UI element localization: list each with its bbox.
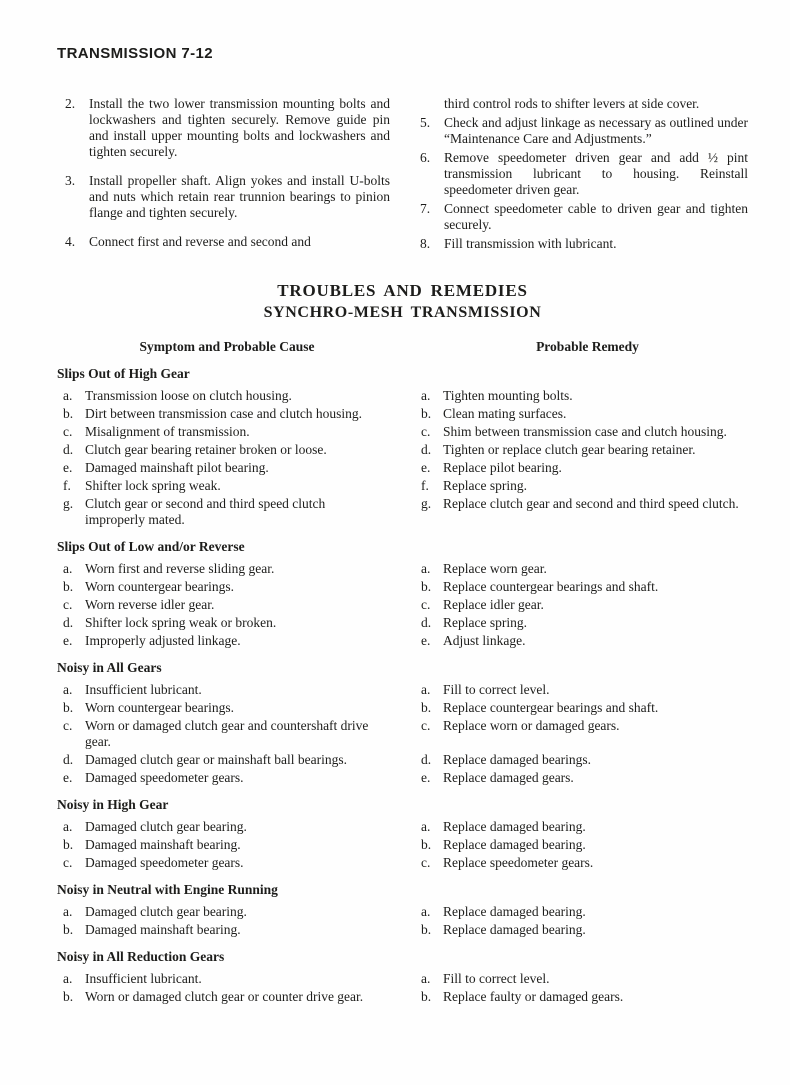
remedy-text: Replace spring. bbox=[443, 615, 527, 630]
cause-cell bbox=[63, 424, 385, 440]
remedy-letter: e. bbox=[421, 460, 431, 475]
remedy-letter: e. bbox=[421, 633, 431, 648]
cause-letter: a. bbox=[63, 682, 73, 697]
cause-text: Damaged clutch gear bearing. bbox=[85, 904, 247, 919]
step-number: 8. bbox=[420, 236, 431, 251]
remedy-cell bbox=[421, 770, 748, 786]
procedure-step bbox=[65, 234, 390, 250]
remedy-letter: a. bbox=[421, 971, 431, 986]
remedy-cell bbox=[421, 682, 748, 698]
section-title: TROUBLES AND REMEDIES bbox=[277, 281, 528, 300]
cause-cell bbox=[63, 478, 385, 494]
cause-letter: g. bbox=[63, 496, 74, 511]
remedy-letter: b. bbox=[421, 700, 432, 715]
trouble-rows bbox=[63, 904, 748, 938]
step-text: Fill transmission with lubricant. bbox=[444, 236, 617, 251]
remedy-letter: c. bbox=[421, 424, 431, 439]
remedy-cell bbox=[421, 700, 748, 716]
remedy-letter: c. bbox=[421, 718, 431, 733]
remedy-letter: b. bbox=[421, 837, 432, 852]
trouble-section-heading: Slips Out of Low and/or Reverse bbox=[57, 539, 245, 554]
cause-letter: c. bbox=[63, 855, 73, 870]
trouble-section bbox=[57, 949, 748, 1005]
remedy-cell bbox=[421, 442, 748, 458]
cause-letter: b. bbox=[63, 922, 74, 937]
remedy-letter: b. bbox=[421, 406, 432, 421]
procedure-steps bbox=[65, 96, 748, 263]
remedy-letter: a. bbox=[421, 388, 431, 403]
remedy-cell bbox=[421, 819, 748, 835]
table-column-headers bbox=[63, 339, 748, 355]
trouble-section-heading: Noisy in Neutral with Engine Running bbox=[57, 882, 278, 897]
cause-letter: b. bbox=[63, 837, 74, 852]
trouble-rows bbox=[63, 561, 748, 649]
cause-cell bbox=[63, 752, 385, 768]
cause-cell bbox=[63, 615, 385, 631]
cause-text: Shifter lock spring weak. bbox=[85, 478, 221, 493]
remedy-cell bbox=[421, 989, 748, 1005]
cause-cell bbox=[63, 579, 385, 595]
remedy-text: Shim between transmission case and clutch housing. bbox=[443, 424, 727, 439]
running-header bbox=[57, 46, 748, 62]
cause-text: Damaged clutch gear bearing. bbox=[85, 819, 247, 834]
trouble-section bbox=[57, 882, 748, 938]
cause-text: Shifter lock spring weak or broken. bbox=[85, 615, 277, 630]
cause-letter: c. bbox=[63, 424, 73, 439]
cause-text: Clutch gear bearing retainer broken or loose. bbox=[85, 442, 327, 457]
remedy-text: Replace damaged bearing. bbox=[443, 837, 586, 852]
cause-cell bbox=[63, 561, 385, 577]
remedy-text: Replace worn gear. bbox=[443, 561, 547, 576]
remedy-cell bbox=[421, 406, 748, 422]
cause-text: Damaged mainshaft bearing. bbox=[85, 922, 241, 937]
remedy-letter: b. bbox=[421, 989, 432, 1004]
remedy-text: Replace damaged bearing. bbox=[443, 819, 586, 834]
remedy-cell bbox=[421, 496, 748, 528]
cause-text: Improperly adjusted linkage. bbox=[85, 633, 241, 648]
procedure-right-column bbox=[420, 96, 748, 263]
cause-cell bbox=[63, 922, 385, 938]
remedy-text: Replace speedometer gears. bbox=[443, 855, 594, 870]
cause-text: Dirt between transmission case and clutch housing. bbox=[85, 406, 363, 421]
trouble-section bbox=[57, 660, 748, 786]
remedy-cell bbox=[421, 718, 748, 750]
step-number bbox=[420, 96, 444, 112]
cause-text: Damaged mainshaft bearing. bbox=[85, 837, 241, 852]
cause-cell bbox=[63, 904, 385, 920]
remedy-text: Replace countergear bearings and shaft. bbox=[443, 579, 659, 594]
procedure-step bbox=[420, 150, 748, 198]
remedy-text: Clean mating surfaces. bbox=[443, 406, 567, 421]
remedy-cell bbox=[421, 579, 748, 595]
cause-letter: d. bbox=[63, 615, 74, 630]
procedure-step bbox=[420, 96, 748, 112]
cause-cell bbox=[63, 855, 385, 871]
column-header-cause: Symptom and Probable Cause bbox=[139, 339, 315, 354]
cause-letter: c. bbox=[63, 597, 73, 612]
remedy-cell bbox=[421, 478, 748, 494]
procedure-step bbox=[420, 201, 748, 233]
cause-cell bbox=[63, 406, 385, 422]
cause-letter: a. bbox=[63, 971, 73, 986]
trouble-section bbox=[57, 797, 748, 871]
remedy-cell bbox=[421, 460, 748, 476]
step-text: third control rods to shifter levers at side cover. bbox=[444, 96, 700, 111]
remedy-cell bbox=[421, 922, 748, 938]
cause-cell bbox=[63, 682, 385, 698]
cause-letter: b. bbox=[63, 989, 74, 1004]
remedy-cell bbox=[421, 971, 748, 987]
remedy-cell bbox=[421, 424, 748, 440]
remedy-cell bbox=[421, 561, 748, 577]
step-number: 5. bbox=[420, 115, 431, 130]
cause-letter: a. bbox=[63, 561, 73, 576]
remedy-cell bbox=[421, 388, 748, 404]
cause-letter: b. bbox=[63, 700, 74, 715]
procedure-step bbox=[420, 115, 748, 147]
cause-text: Insufficient lubricant. bbox=[85, 682, 202, 697]
remedy-cell bbox=[421, 837, 748, 853]
cause-text: Damaged speedometer gears. bbox=[85, 855, 244, 870]
trouble-rows bbox=[63, 971, 748, 1005]
remedy-cell bbox=[421, 855, 748, 871]
step-text: Connect speedometer cable to driven gear and tighten securely. bbox=[444, 201, 748, 232]
remedy-text: Tighten mounting bolts. bbox=[443, 388, 573, 403]
cause-letter: a. bbox=[63, 904, 73, 919]
procedure-step bbox=[420, 236, 748, 252]
remedy-text: Replace countergear bearings and shaft. bbox=[443, 700, 659, 715]
step-number: 3. bbox=[65, 173, 76, 188]
cause-letter: a. bbox=[63, 819, 73, 834]
cause-text: Clutch gear or second and third speed clutch improperly mated. bbox=[85, 496, 326, 527]
cause-text: Worn or damaged clutch gear or counter drive gear. bbox=[85, 989, 364, 1004]
remedy-letter: d. bbox=[421, 442, 432, 457]
cause-text: Worn reverse idler gear. bbox=[85, 597, 215, 612]
cause-text: Misalignment of transmission. bbox=[85, 424, 250, 439]
cause-text: Worn countergear bearings. bbox=[85, 579, 234, 594]
cause-text: Damaged mainshaft pilot bearing. bbox=[85, 460, 269, 475]
cause-cell bbox=[63, 442, 385, 458]
cause-letter: e. bbox=[63, 633, 73, 648]
page-title: TRANSMISSION 7-12 bbox=[57, 45, 213, 62]
cause-letter: e. bbox=[63, 460, 73, 475]
cause-cell bbox=[63, 700, 385, 716]
trouble-section-heading: Noisy in All Gears bbox=[57, 660, 162, 675]
step-text: Remove speedometer driven gear and add ½ pint transmission lubricant to housing. Reinstall speedometer driven gear. bbox=[444, 150, 748, 197]
remedy-text: Replace spring. bbox=[443, 478, 527, 493]
remedy-text: Replace idler gear. bbox=[443, 597, 544, 612]
remedy-letter: b. bbox=[421, 922, 432, 937]
cause-cell bbox=[63, 770, 385, 786]
step-text: Connect first and reverse and second and bbox=[89, 234, 311, 249]
cause-text: Damaged clutch gear or mainshaft ball bearings. bbox=[85, 752, 348, 767]
step-number: 4. bbox=[65, 234, 76, 249]
step-text: Install the two lower transmission mounting bolts and lockwashers and tighten securely. Remove guide pin and install upper mounting bolts and lockwashers and tighten securely. bbox=[89, 96, 390, 159]
cause-cell bbox=[63, 633, 385, 649]
remedy-text: Fill to correct level. bbox=[443, 682, 550, 697]
remedy-text: Replace damaged bearing. bbox=[443, 922, 586, 937]
cause-cell bbox=[63, 989, 385, 1005]
trouble-section bbox=[57, 539, 748, 649]
remedy-text: Replace pilot bearing. bbox=[443, 460, 562, 475]
trouble-rows bbox=[63, 819, 748, 871]
remedy-text: Replace damaged gears. bbox=[443, 770, 574, 785]
remedy-text: Adjust linkage. bbox=[443, 633, 526, 648]
procedure-step bbox=[65, 96, 390, 160]
step-number: 2. bbox=[65, 96, 76, 111]
cause-cell bbox=[63, 971, 385, 987]
trouble-section-heading: Slips Out of High Gear bbox=[57, 366, 190, 381]
remedy-letter: c. bbox=[421, 855, 431, 870]
remedy-text: Fill to correct level. bbox=[443, 971, 550, 986]
remedy-text: Replace clutch gear and second and third speed clutch. bbox=[443, 496, 739, 511]
cause-text: Insufficient lubricant. bbox=[85, 971, 202, 986]
step-text: Install propeller shaft. Align yokes and install U-bolts and nuts which retain rear trunnion bearings to pinion flange and tighten securely. bbox=[89, 173, 390, 220]
cause-text: Worn countergear bearings. bbox=[85, 700, 234, 715]
remedy-cell bbox=[421, 904, 748, 920]
cause-letter: b. bbox=[63, 579, 74, 594]
trouble-rows bbox=[63, 682, 748, 786]
step-number: 6. bbox=[420, 150, 431, 165]
cause-letter: c. bbox=[63, 718, 73, 733]
remedy-text: Replace faulty or damaged gears. bbox=[443, 989, 624, 1004]
remedy-letter: g. bbox=[421, 496, 432, 511]
procedure-left-column bbox=[65, 96, 390, 263]
cause-letter: d. bbox=[63, 752, 74, 767]
cause-text: Worn first and reverse sliding gear. bbox=[85, 561, 275, 576]
remedy-letter: f. bbox=[421, 478, 429, 493]
step-number: 7. bbox=[420, 201, 431, 216]
cause-text: Worn or damaged clutch gear and countershaft drive gear. bbox=[85, 718, 369, 749]
remedy-letter: a. bbox=[421, 819, 431, 834]
remedy-text: Replace damaged bearing. bbox=[443, 904, 586, 919]
remedy-cell bbox=[421, 633, 748, 649]
remedy-letter: a. bbox=[421, 561, 431, 576]
remedy-letter: a. bbox=[421, 682, 431, 697]
cause-letter: f. bbox=[63, 478, 71, 493]
trouble-section bbox=[57, 366, 748, 528]
cause-cell bbox=[63, 388, 385, 404]
cause-cell bbox=[63, 837, 385, 853]
remedy-text: Replace worn or damaged gears. bbox=[443, 718, 620, 733]
remedy-letter: d. bbox=[421, 615, 432, 630]
remedy-letter: e. bbox=[421, 770, 431, 785]
procedure-step bbox=[65, 173, 390, 221]
remedy-cell bbox=[421, 615, 748, 631]
remedy-letter: d. bbox=[421, 752, 432, 767]
remedy-cell bbox=[421, 752, 748, 768]
remedy-letter: b. bbox=[421, 579, 432, 594]
step-text: Check and adjust linkage as necessary as outlined under “Maintenance Care and Adjustments.” bbox=[444, 115, 748, 146]
cause-cell bbox=[63, 819, 385, 835]
remedy-cell bbox=[421, 597, 748, 613]
cause-cell bbox=[63, 496, 385, 528]
cause-letter: e. bbox=[63, 770, 73, 785]
cause-text: Transmission loose on clutch housing. bbox=[85, 388, 292, 403]
column-header-remedy: Probable Remedy bbox=[536, 339, 639, 354]
cause-letter: d. bbox=[63, 442, 74, 457]
cause-letter: a. bbox=[63, 388, 73, 403]
remedy-letter: a. bbox=[421, 904, 431, 919]
section-subtitle: SYNCHRO-MESH TRANSMISSION bbox=[263, 304, 542, 321]
cause-text: Damaged speedometer gears. bbox=[85, 770, 244, 785]
trouble-rows bbox=[63, 388, 748, 528]
cause-cell bbox=[63, 597, 385, 613]
cause-letter: b. bbox=[63, 406, 74, 421]
remedy-text: Replace damaged bearings. bbox=[443, 752, 592, 767]
cause-cell bbox=[63, 460, 385, 476]
cause-cell bbox=[63, 718, 385, 750]
remedy-letter: c. bbox=[421, 597, 431, 612]
trouble-section-heading: Noisy in All Reduction Gears bbox=[57, 949, 225, 964]
trouble-section-heading: Noisy in High Gear bbox=[57, 797, 169, 812]
troubles-table bbox=[57, 366, 748, 1005]
remedy-text: Tighten or replace clutch gear bearing retainer. bbox=[443, 442, 696, 457]
